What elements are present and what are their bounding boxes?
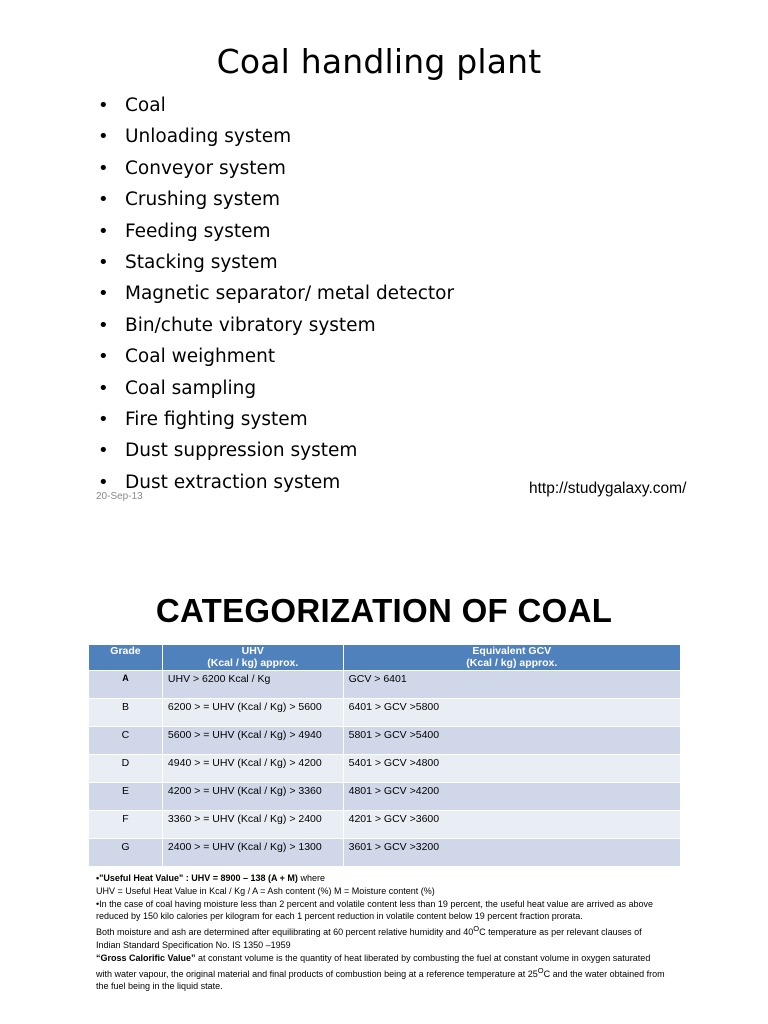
uhv-cell: 2400 > = UHV (Kcal / Kg) > 1300	[162, 839, 343, 867]
slide-title: Coal handling plant	[216, 42, 542, 81]
table-row	[89, 671, 681, 699]
uhv-cell: 6200 > = UHV (Kcal / Kg) > 5600	[162, 699, 343, 727]
header-gcv: Equivalent GCV (Kcal / kg) approx.	[343, 645, 680, 671]
slide-categorization	[0, 560, 768, 1024]
bullet-item: • Crushing system	[98, 186, 454, 217]
bullet-list	[98, 92, 454, 500]
gcv-cell: 4801 > GCV >4200	[343, 783, 680, 811]
gcv-cell: 3601 > GCV >3200	[343, 839, 680, 867]
slide-date: 20-Sep-13	[96, 491, 143, 502]
grade-cell: G	[89, 839, 163, 867]
header-uhv: UHV (Kcal / kg) approx.	[162, 645, 343, 671]
grade-cell: B	[89, 699, 163, 727]
gcv-cell: 4201 > GCV >3600	[343, 811, 680, 839]
bullet-item: • Conveyor system	[98, 155, 454, 186]
table-row	[89, 755, 681, 783]
gcv-cell: GCV > 6401	[343, 671, 680, 699]
grade-cell: C	[89, 727, 163, 755]
table-row	[89, 811, 681, 839]
bullet-item: • Coal	[98, 92, 454, 123]
bullet-item: • Coal sampling	[98, 375, 454, 406]
bullet-item: • Unloading system	[98, 123, 454, 154]
table-row	[89, 699, 681, 727]
grade-cell: F	[89, 811, 163, 839]
bullet-item: • Fire fighting system	[98, 406, 454, 437]
uhv-cell: UHV > 6200 Kcal / Kg	[162, 671, 343, 699]
bullet-item: • Magnetic separator/ metal detector	[98, 280, 454, 311]
gcv-cell: 5801 > GCV >5400	[343, 727, 680, 755]
note-moisture: Both moisture and ash are determined after equilibrating at 60 percent relative humidity and $40^OC$ temperature as per relevant clauses of Indian Standard Specification No. IS 1350 –1959	[96, 924, 642, 950]
gcv-cell: 5401 > GCV >4800	[343, 755, 680, 783]
bullet-item: • Feeding system	[98, 218, 454, 249]
table-header-row	[89, 645, 681, 671]
gcv-cell: 6401 > GCV >5800	[343, 699, 680, 727]
note-volatile: •In the case of coal having moisture less than 2 percent and volatile content less than 19 percent, the useful heat value are arrived as above reduced by 150 kilo calories per kilogram for each 1 percent reduction in volatile content below 19 percent fraction prorata.	[96, 898, 653, 922]
bullet-item: • Bin/chute vibratory system	[98, 312, 454, 343]
header-grade: Grade	[89, 645, 163, 671]
grade-cell: D	[89, 755, 163, 783]
slide-title: CATEGORIZATION OF COAL	[155, 592, 613, 629]
source-url: http://studygalaxy.com/	[529, 480, 687, 497]
bullet-item: • Stacking system	[98, 249, 454, 280]
bullet-item: • Dust extraction system	[98, 469, 454, 500]
uhv-cell: 5600 > = UHV (Kcal / Kg) > 4940	[162, 727, 343, 755]
coal-grade-table	[88, 644, 681, 867]
note-definitions: UHV = Useful Heat Value in Kcal / Kg / A = Ash content (%) M = Moisture content (%)	[96, 885, 435, 896]
grade-cell: A	[89, 671, 163, 699]
bullet-item: • Coal weighment	[98, 343, 454, 374]
uhv-cell: 4940 > = UHV (Kcal / Kg) > 4200	[162, 755, 343, 783]
uhv-cell: 4200 > = UHV (Kcal / Kg) > 3360	[162, 783, 343, 811]
bullet-item: • Dust suppression system	[98, 437, 454, 468]
note-gcv: “Gross Calorific Value” at constant volume is the quantity of heat liberated by combusting the fuel at constant volume in oxygen saturated with water vapour, the original material and final products of combustion being at a reference temperature at $25^OC$ and the water obtained from the fuel being in the liquid state.	[96, 952, 665, 992]
footnotes	[96, 872, 666, 993]
note-uhv-formula: •"Useful Heat Value" : UHV = 8900 – 138 (A + M) where	[96, 873, 325, 883]
table-row	[89, 783, 681, 811]
grade-cell: E	[89, 783, 163, 811]
table-row	[89, 839, 681, 867]
uhv-cell: 3360 > = UHV (Kcal / Kg) > 2400	[162, 811, 343, 839]
table-row	[89, 727, 681, 755]
